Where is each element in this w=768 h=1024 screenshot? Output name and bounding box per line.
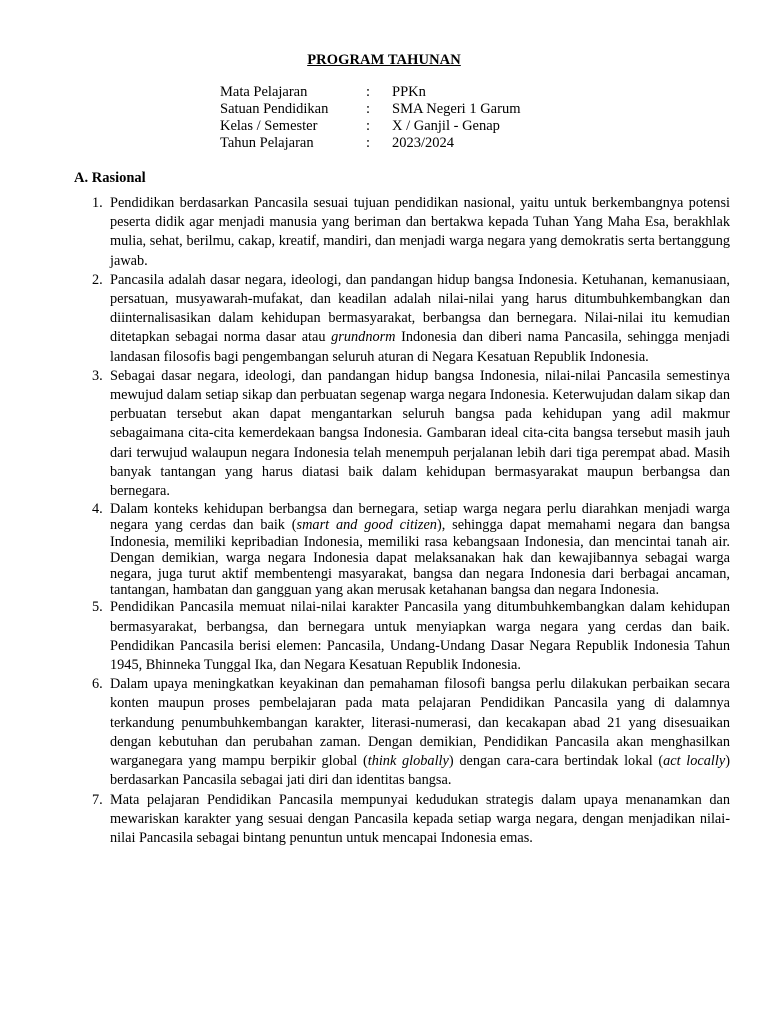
text-run: Mata pelajaran Pendidikan Pancasila mempunyai kedudukan strategis dalam upaya menanamkan dan mewariskan karakter yang sesuai dengan Pancasila kepada setiap warga negara, dengan menjadikan nilai- nilai Pancasila sebagai bintang penuntun untuk mencapai Indonesia emas. <box>110 791 730 846</box>
text-run: ) dengan cara-cara bertindak lokal ( <box>448 753 664 770</box>
subject-info-table <box>220 84 520 152</box>
info-value: PPKn <box>392 84 426 100</box>
italic-term: smart and good citizen <box>296 517 437 534</box>
info-label: Tahun Pelajaran <box>220 135 314 151</box>
item-number: 5. <box>92 599 103 616</box>
item-text <box>110 791 730 849</box>
text-run: Indonesia dan diberi nama Pancasila, sehingga menjadi landasan filosofis bagi pengembangan seluruh aturan di Negara Kesatuan Republik Indonesia. <box>110 329 730 365</box>
info-label: Kelas / Semester <box>220 118 318 134</box>
item-number: 7. <box>92 791 103 808</box>
list-item <box>92 501 730 599</box>
italic-term: act locally <box>663 753 726 770</box>
info-colon: : <box>366 118 371 134</box>
info-row-academic-year <box>220 135 520 152</box>
info-row-school <box>220 101 520 118</box>
item-text <box>110 675 730 790</box>
rationale-list <box>92 194 730 848</box>
text-run: Pendidikan Pancasila memuat nilai-nilai karakter Pancasila yang ditumbuhkembangkan dalam kehidupan bermasyarakat, berbangsa, dan bernegara untuk menyiapkan warga negara yang cerdas dan baik. Pendidikan Pancasila berisi elemen: Pancasila, Undang-Undang Dasar Negara Republik Indonesia Tahun 1945, Bhinneka Tunggal Ika, dan Negara Kesatuan Republik Indonesia. <box>110 599 730 674</box>
list-item <box>92 367 730 501</box>
text-run: ), sehingga dapat memahami negara dan bangsa Indonesia, memiliki kepribadian Indonesia, memiliki rasa kebangsaan Indonesia, dan mencintai tanah air. Dengan demikian, warga negara Indonesia dapat melaksanakan hak dan kewajibannya sebagai warga negara, juga turut aktif membentengi masyarakat, bangsa dan negara Indonesia dari berbagai ancaman, tantangan, hambatan dan gangguan yang akan merusak ketahanan bangsa dan negara Indonesia. <box>110 517 730 599</box>
text-run: Pancasila adalah dasar negara, ideologi, dan pandangan hidup bangsa Indonesia. Ketuhanan, kemanusiaan, persatuan, musyawarah-mufakat, dan keadilan adalah nilai-nilai yang harus ditumbuhkembangkan dan diinternalisasikan dalam kehidupan bermasyarakat, berbangsa dan bernegara. Nilai-nilai itu kemudian ditetapkan sebagai norma dasar atau <box>110 271 730 346</box>
item-text <box>110 194 730 271</box>
info-row-subject <box>220 84 520 101</box>
info-colon: : <box>366 84 371 100</box>
info-colon: : <box>366 101 371 117</box>
item-text <box>110 271 730 367</box>
italic-term: think globally <box>367 753 449 770</box>
text-run: Dalam upaya meningkatkan keyakinan dan pemahaman filosofi bangsa perlu dilakukan perbaikan secara konten maupun proses pembelajaran pada mata pelajaran Pendidikan Pancasila yang di dalamnya terkandung penumbuhkembangan karakter, literasi-numerasi, dan kecakapan abad 21 yang disesuaikan dengan kebutuhan dan perubahan zaman. Dengan demikian, Pendidikan Pancasila akan menghasilkan warganegara yang mampu berpikir global ( <box>110 676 730 770</box>
item-text <box>110 501 730 598</box>
list-item <box>92 675 730 790</box>
text-run: ) berdasarkan Pancasila sebagai jati diri dan identitas bangsa. <box>110 753 730 789</box>
list-item <box>92 791 730 849</box>
text-run: Pendidikan berdasarkan Pancasila sesuai tujuan pendidikan nasional, yaitu untuk berkembangnya potensi peserta didik agar menjadi manusia yang beriman dan bertakwa kepada Tuhan Yang Maha Esa, berakhlak mulia, sehat, berilmu, cakap, kreatif, mandiri, dan menjadi warga negara yang demokratis serta bertanggung jawab. <box>110 195 730 269</box>
list-item <box>92 194 730 271</box>
info-value: X / Ganjil - Genap <box>392 118 500 134</box>
item-number: 1. <box>92 195 103 211</box>
text-run: Sebagai dasar negara, ideologi, dan pandangan hidup bangsa Indonesia, nilai-nilai Pancasila semestinya mewujud dalam setiap sikap dan perbuatan segenap warga negara Indonesia. Keterwujudan dalam sikap dan perbuatan tersebut akan dapat mengantarkan seluruh bangsa pada kehidupan yang adil makmur sebagaimana cita-cita kemerdekaan bangsa Indonesia. Gambaran ideal cita-cita bangsa tersebut masih jauh dari terwujud walaupun negara Indonesia telah menempuh perjalanan lebih dari tiga perempat abad. Masih banyak tantangan yang harus diatasi baik dalam kehidupan bermasyarakat maupun berbangsa dan bernegara. <box>110 367 730 500</box>
italic-term: grundnorm <box>331 329 396 346</box>
info-label: Mata Pelajaran <box>220 84 308 100</box>
text-run: Dalam konteks kehidupan berbangsa dan bernegara, setiap warga negara perlu diarahkan menjadi warga negara yang cerdas dan baik ( <box>110 501 730 534</box>
item-number: 4. <box>92 501 103 518</box>
info-value: 2023/2024 <box>392 135 455 151</box>
item-text <box>110 367 730 501</box>
item-text <box>110 598 730 675</box>
item-number: 3. <box>92 367 103 384</box>
list-item <box>92 598 730 675</box>
info-colon: : <box>366 135 371 151</box>
section-heading: A. Rasional <box>74 170 146 186</box>
info-row-class-semester <box>220 118 520 135</box>
list-item <box>92 271 730 367</box>
item-number: 6. <box>92 676 103 693</box>
item-number: 2. <box>92 271 103 288</box>
info-value: SMA Negeri 1 Garum <box>392 101 521 117</box>
page-title: PROGRAM TAHUNAN <box>307 52 461 68</box>
info-label: Satuan Pendidikan <box>220 101 329 117</box>
